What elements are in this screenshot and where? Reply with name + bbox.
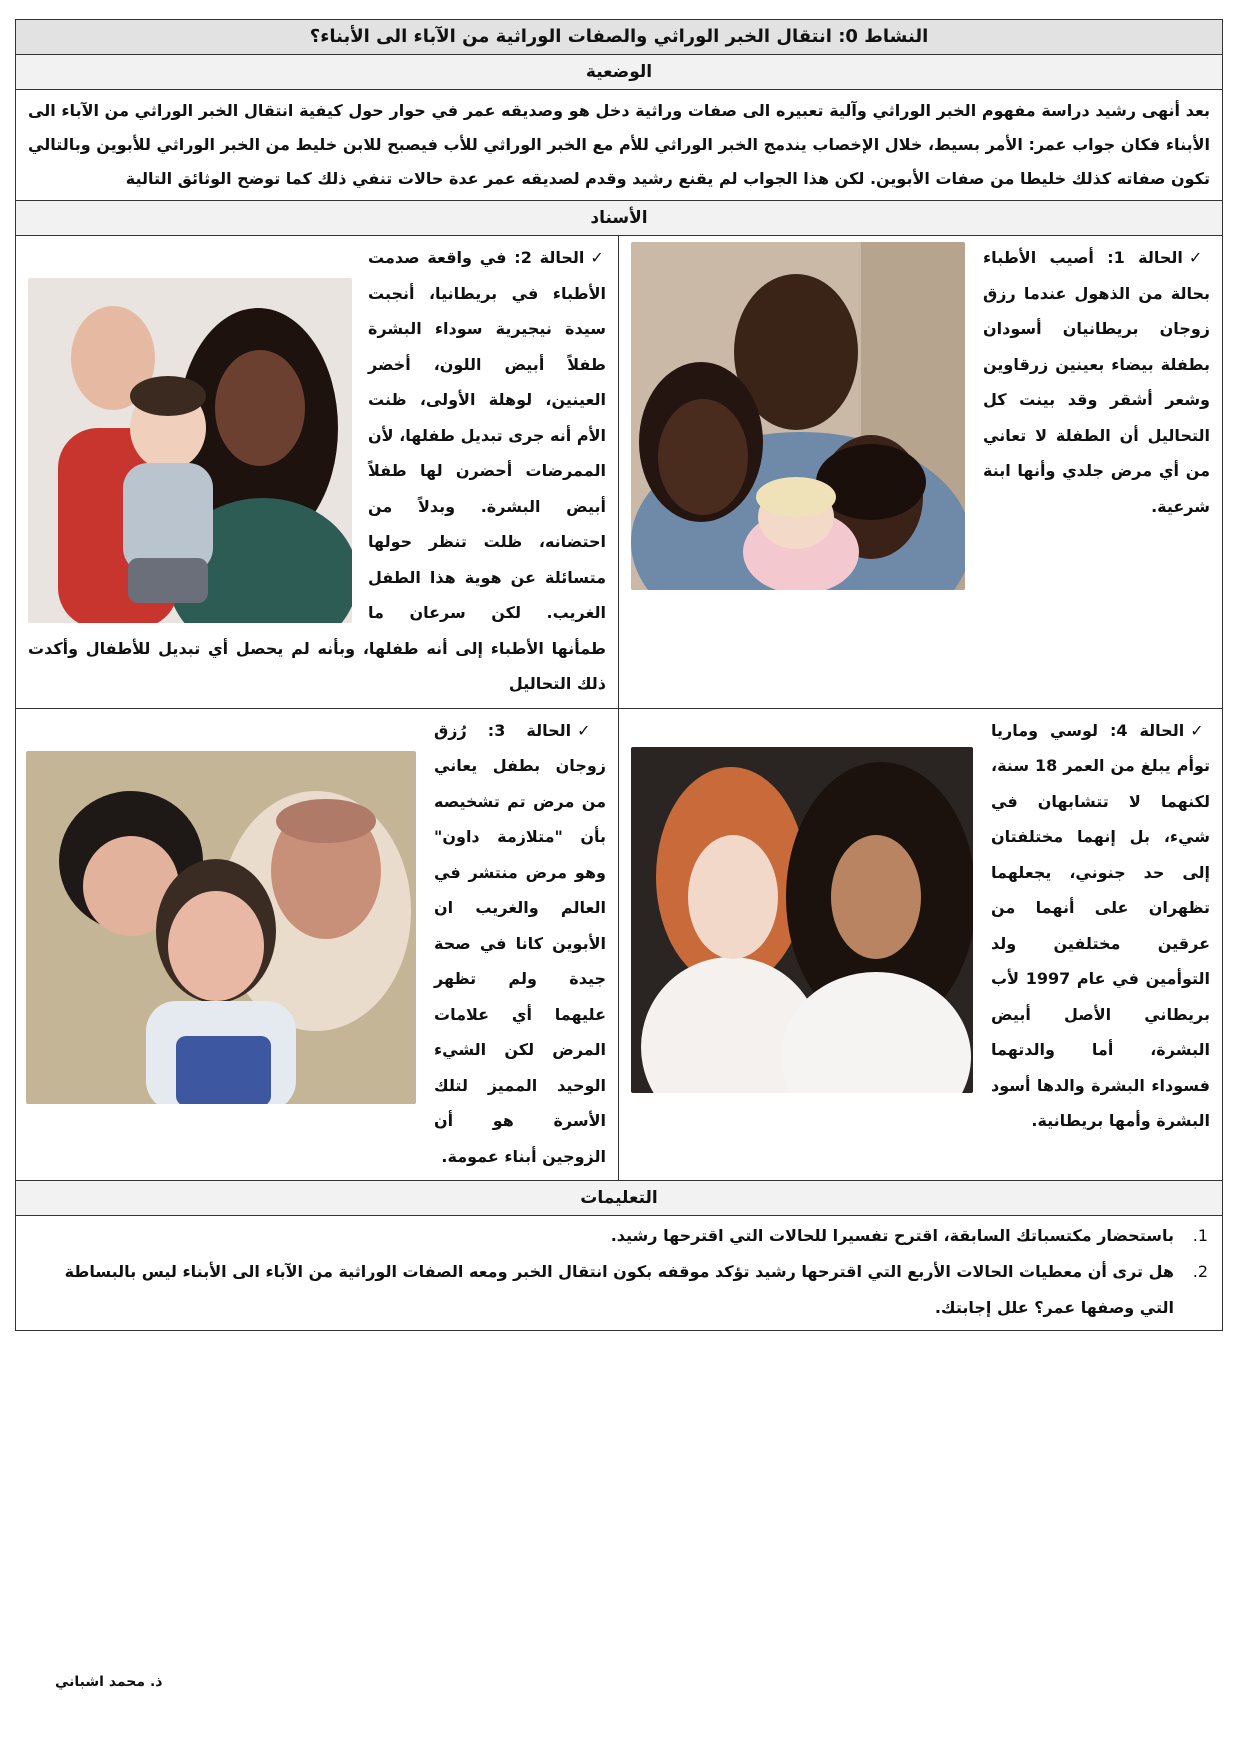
case-1-photo xyxy=(631,242,965,590)
check-icon: ✓ xyxy=(1188,248,1211,267)
case-4 xyxy=(619,709,1222,1181)
activity-title: النشاط 0: انتقال الخبر الوراثي والصفات الوراثية من الآباء الى الأبناء؟ xyxy=(16,20,1222,55)
case-3-label: الحالة 3: xyxy=(487,720,572,740)
case-4-photo xyxy=(631,747,973,1093)
instruction-number: 1. xyxy=(1192,1226,1208,1245)
case-3-photo xyxy=(26,751,416,1104)
check-icon: ✓ xyxy=(577,720,607,740)
instruction-item xyxy=(56,1254,1208,1326)
case-4-text: لوسي وماريا توأم يبلغ من العمر 18 سنة، لكنهما لا تتشابهان في شيء، بل إنهما مختلفتان إلى حد جنوني، يجعلهما تظهران على أنهما من عرقين مختلفين ولد التوأمين في عام 1997 لأب بريطاني الأصل أبيض البشرة، أما والدتهما فسوداء البشرة والدها أسود البشرة وأمها بريطانية. xyxy=(991,720,1210,1130)
author-credit: ذ. محمد اشباني xyxy=(55,1674,163,1690)
documents-heading: الأسناد xyxy=(16,201,1222,236)
case-2-label: الحالة 2: xyxy=(514,248,585,267)
check-icon: ✓ xyxy=(590,248,607,267)
instruction-text: هل ترى أن معطيات الحالات الأربع التي اقترحها رشيد تؤكد موقفه بكون انتقال الخبر ومعه الصفات الوراثية من الآباء الى الأبناء ليس بالبساطة التي وصفها عمر؟ علل إجابتك. xyxy=(64,1262,1174,1317)
check-icon: ✓ xyxy=(1190,720,1210,740)
situation-heading: الوضعية xyxy=(16,55,1222,90)
case-2-text: في واقعة صدمت الأطباء في بريطانيا، أنجبت سيدة نيجيرية سوداء البشرة طفلاً أبيض اللون، أخضر العينين، لوهلة الأولى، ظنت الأم أنه جرى تبديل طفلها، لأن الممرضات أحضرن لها طفلاً أبيض البشرة. وبدلاً من احتضانه، ظلت تنظر حولها متسائلة عن هوية هذا الطفل الغريب. لكن سرعان ما طمأنها الأطباء إلى أنه طفلها، وبأنه لم يحصل أي تبديل للأطفال وأكدت ذلك التحاليل xyxy=(28,248,606,693)
case-1-text: أصيب الأطباء بحالة من الذهول عندما رزق زوجان بريطانيان أسودان بطفلة بيضاء بعينين زرقاوين وشعر أشقر وقد بينت كل التحاليل أن الطفلة لا تعاني من أي مرض جلدي وأنها ابنة شرعية. xyxy=(983,248,1210,516)
case-1 xyxy=(619,236,1222,708)
case-3 xyxy=(16,709,619,1181)
instructions-list xyxy=(16,1216,1222,1330)
instruction-number: 2. xyxy=(1192,1262,1208,1281)
case-2 xyxy=(16,236,619,708)
instruction-text: باستحضار مكتسباتك السابقة، اقترح تفسيرا للحالات التي اقترحها رشيد. xyxy=(610,1226,1174,1245)
case-4-label: الحالة 4: xyxy=(1109,720,1185,740)
case-1-label: الحالة 1: xyxy=(1107,248,1183,267)
instruction-item xyxy=(56,1218,1208,1254)
case-3-text: رُزق زوجان بطفل يعاني من مرض تم تشخيصه بأن "متلازمة داون" وهو مرض منتشر في العالم والغريب ان الأبوين كانا في صحة جيدة ولم تظهر عليهما أي علامات المرض لكن الشيء الوحيد المميز لتلك الأسرة هو أن الزوجين أبناء عمومة. xyxy=(434,720,606,1166)
cases-row-2 xyxy=(16,709,1222,1182)
situation-text: بعد أنهى رشيد دراسة مفهوم الخبر الوراثي وآلية تعبيره الى صفات وراثية دخل هو وصديقه عمر في حوار حول كيفية انتقال الخبر الوراثي من الآباء الى الأبناء فكان جواب عمر: الأمر بسيط، خلال الإخصاب يندمج الخبر الوراثي للأم مع الخبر الوراثي للأب فيصبح للابن خليط من الخبر الوراثي للأبوين وبالتالي تكون صفاته كذلك خليطا من صفات الأبوين. لكن هذا الجواب لم يقنع رشيد وقدم لصديقه عمر عدة حالات تنفي ذلك كما توضح الوثائق التالية xyxy=(16,90,1222,201)
instructions-heading: التعليمات xyxy=(16,1181,1222,1216)
cases-row-1 xyxy=(16,236,1222,709)
worksheet xyxy=(15,19,1223,1331)
case-2-photo xyxy=(28,278,352,623)
